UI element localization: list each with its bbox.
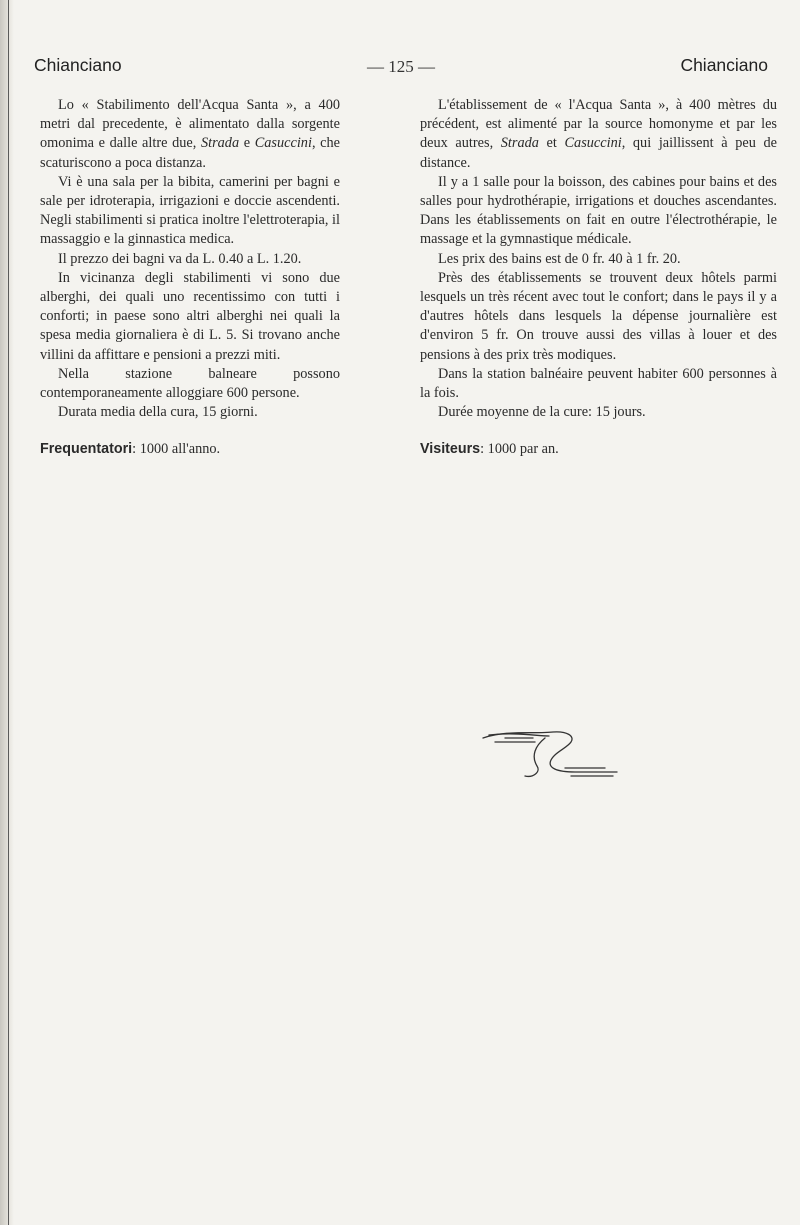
- italian-paragraph: Vi è una sala per la bibita, camerini per bagni e sale per idroterapia, irrigazioni e doccie ascendenti. Negli stabilimenti si pratica inoltre l'elettroterapia, il massaggio e la ginnastica medica.: [40, 173, 340, 248]
- french-visitors: [420, 440, 777, 459]
- page-number: — 125 —: [367, 57, 435, 76]
- italian-paragraph: Nella stazione balneare possono contemporaneamente alloggiare 600 persone.: [40, 365, 340, 402]
- french-paragraph: Il y a 1 salle pour la boisson, des cabines pour bains et des salles pour hydrothérapie, irrigations et douches ascendantes. Dans les établissements on fait en outre l'électrothérapie, le massage et la gymnastique médicale.: [420, 173, 777, 248]
- french-paragraph: Près des établissements se trouvent deux hôtels parmi lesquels un très récent avec tout le confort; dans le pays il y a d'autres hôtels dans lesquels la dépense journalière est d'environ 5 fr. On trouve aussi des villas à louer et des pensions à des prix très modiques.: [420, 269, 777, 363]
- header-left-title: Chianciano: [34, 55, 122, 75]
- french-visitors-label: Visiteurs: [420, 441, 481, 458]
- decorative-flourish-icon: [475, 726, 625, 786]
- french-paragraph: L'établissement de « l'Acqua Santa », à 400 mètres du précédent, est alimenté par la source homonyme et par les deux autres, Strada et Casuccini, qui jaillissent à peu de distance.: [420, 97, 778, 171]
- italian-paragraph: Durata media della cura, 15 giorni.: [58, 404, 258, 421]
- italian-visitors-value: : 1000 all'anno.: [132, 441, 221, 458]
- french-visitors-value: : 1000 par an.: [480, 441, 559, 458]
- french-paragraph: Les prix des bains est de 0 fr. 40 à 1 fr. 20.: [438, 250, 681, 267]
- page-binding-edge: [0, 0, 14, 1225]
- italian-visitors-label: Frequentatori: [40, 441, 133, 458]
- italian-paragraph: In vicinanza degli stabilimenti vi sono due alberghi, dei quali uno recentissimo con tutti i conforti; in paese sono altri alberghi nei quali la spesa media giornaliera è di L. 5. Si trovano anche villini da affittare e pensioni a prezzi miti.: [40, 269, 340, 363]
- italian-paragraph: Il prezzo dei bagni va da L. 0.40 a L. 1.20.: [58, 250, 302, 267]
- french-paragraph: Dans la station balnéaire peuvent habiter 600 personnes à la fois.: [420, 365, 777, 402]
- running-header: [34, 55, 768, 85]
- binding-line: [8, 0, 9, 1225]
- italian-column: [40, 96, 340, 460]
- italian-paragraph: Lo « Stabilimento dell'Acqua Santa », a 400 metri dal precedente, è alimentato dalla sorgente omonima e dalle altre due, Strada e Casuccini, che scaturiscono a poca distanza.: [40, 97, 340, 171]
- french-column: [420, 96, 777, 460]
- french-paragraph: Durée moyenne de la cure: 15 jours.: [438, 404, 646, 421]
- italian-visitors: [40, 440, 340, 459]
- header-right-title: Chianciano: [680, 55, 768, 75]
